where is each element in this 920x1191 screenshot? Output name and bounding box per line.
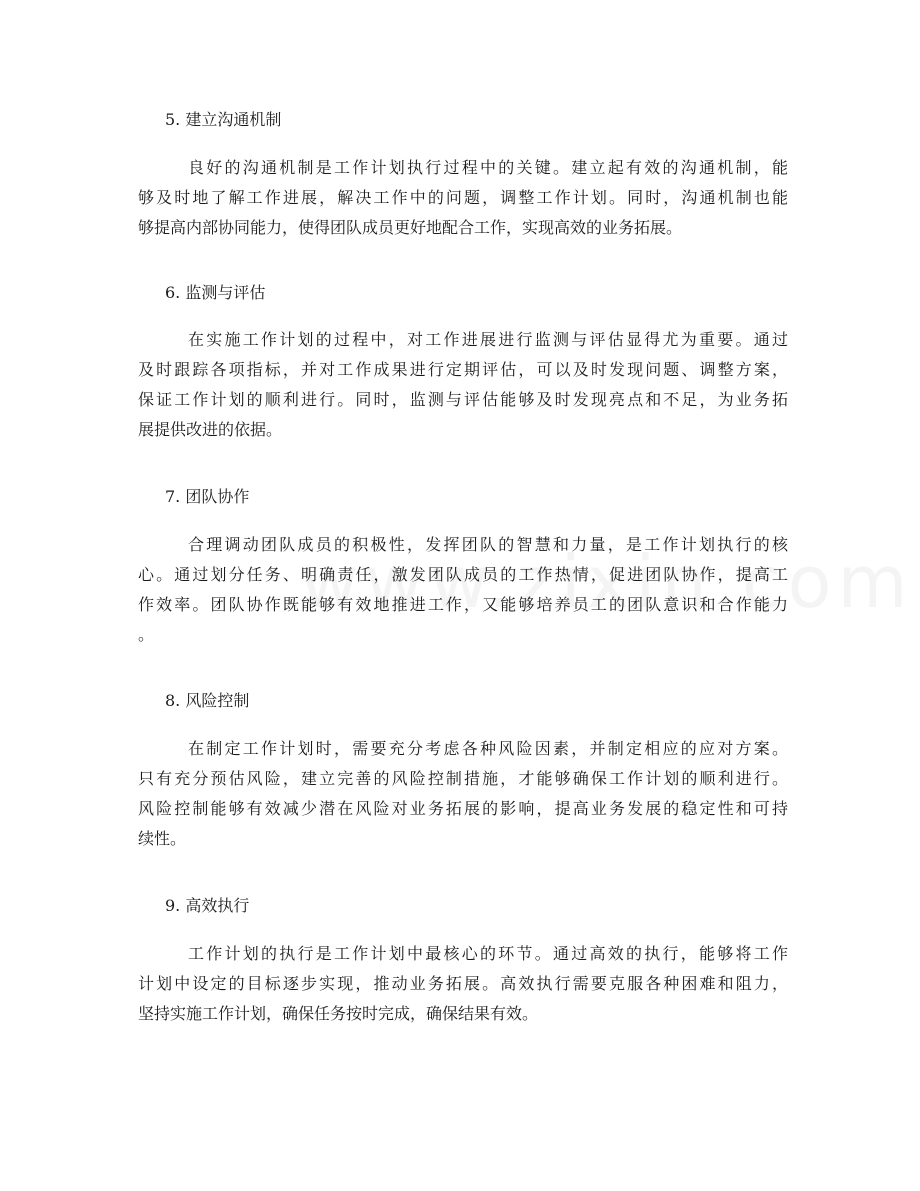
paragraph-line: 只有充分预估风险，建立完善的风险控制措施，才能够确保工作计划的顺利进行。 [138,769,788,788]
paragraph-line: 合理调动团队成员的积极性，发挥团队的智慧和力量，是工作计划执行的核 [188,535,788,554]
paragraph-line: 保证工作计划的顺利进行。同时，监测与评估能够及时发现亮点和不足，为业务拓 [138,390,788,409]
section-paragraph-7 [138,530,788,650]
paragraph-line: 工作计划的执行是工作计划中最核心的环节。通过高效的执行，能够将工作 [188,944,788,963]
paragraph-line: 作效率。团队协作既能够有效地推进工作，又能够培养员工的团队意识和合作能力 [138,595,788,614]
paragraph-line: 计划中设定的目标逐步实现，推动业务拓展。高效执行需要克服各种困难和阻力， [138,974,788,993]
paragraph-line: 。 [138,625,155,644]
paragraph-line: 心。通过划分任务、明确责任，激发团队成员的工作热情，促进团队协作，提高工 [138,565,788,584]
section-heading-7: 7. 团队协作 [165,487,250,506]
section-paragraph-9 [138,939,788,1029]
section-heading-6: 6. 监测与评估 [165,283,266,302]
paragraph-line: 坚持实施工作计划，确保任务按时完成，确保结果有效。 [138,1004,539,1023]
paragraph-line: 在实施工作计划的过程中，对工作进展进行监测与评估显得尤为重要。通过 [188,330,788,349]
section-heading-5: 5. 建立沟通机制 [165,110,282,129]
paragraph-line: 续性。 [138,829,187,848]
paragraph-line: 风险控制能够有效减少潜在风险对业务拓展的影响，提高业务发展的稳定性和可持 [138,799,788,818]
section-heading-8: 8. 风险控制 [165,691,250,710]
section-paragraph-5 [138,153,788,243]
paragraph-line: 及时跟踪各项指标，并对工作成果进行定期评估，可以及时发现问题、调整方案， [138,360,788,379]
section-paragraph-6 [138,325,788,445]
paragraph-line: 在制定工作计划时，需要充分考虑各种风险因素，并制定相应的应对方案。 [188,739,788,758]
paragraph-line: 展提供改进的依据。 [138,420,283,439]
paragraph-line: 良好的沟通机制是工作计划执行过程中的关键。建立起有效的沟通机制，能 [188,158,788,177]
paragraph-line: 够提高内部协同能力，使得团队成员更好地配合工作，实现高效的业务拓展。 [138,218,683,237]
paragraph-line: 够及时地了解工作进展，解决工作中的问题，调整工作计划。同时，沟通机制也能 [138,188,788,207]
section-paragraph-8 [138,734,788,854]
section-heading-9: 9. 高效执行 [165,896,250,915]
